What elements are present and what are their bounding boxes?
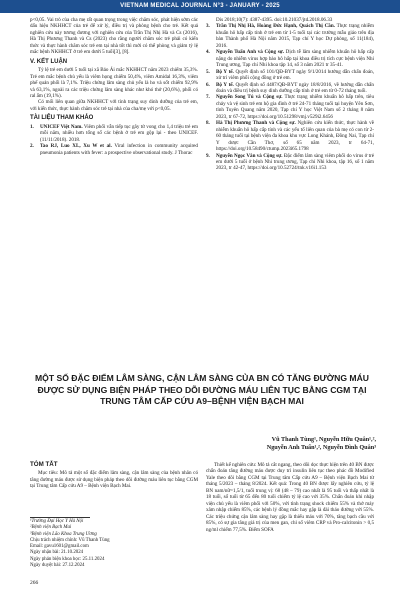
authors-line-2: Nguyễn Anh Tuấn¹,², Nguyễn Đình Quân³ (266, 444, 376, 452)
reference-author: Nguyễn Tuấn Anh và Cộng sự. (216, 49, 285, 56)
reference-number: 2. (30, 143, 34, 150)
article-title: MỘT SỐ ĐẶC ĐIỂM LÂM SÀNG, CẬN LÂM SÀNG CỦA BN CÓ TĂNG ĐƯỜNG MÁU ĐƯỢC SỬ DỤNG BIỆN PHÁP THEO DÕI ĐƯỜNG MÁU LIÊN TỤC BẰNG CGM TẠI TRUNG TÂM CẤP CỨU A9–BỆNH VIỆN BẠCH MAI (34, 373, 369, 406)
footnote-line: Ngày phản biện khoa học: 25.11.2024 (30, 556, 105, 562)
intro-paragraph: p<0,05. Vai trò của cha mẹ rất quan trọng trong việc chăm sóc, phát hiện sớm các dấu hiệu NKHHCT của trẻ để xử lý, điều trị và phòng bệnh cho trẻ. Kết quả nghiên cứu này tương đương với nghiên cứu của Trần Thị Nhị Hà và Cs (2016), Hà Thị Phương Thanh và Cs (2023) cho rằng người chăm sóc trẻ phải có kiến thức và thực hành chăm sóc trẻ em tại nhà tốt thì mới có thể phòng và giảm tỷ lệ mắc bệnh NKHHCT ở trẻ em dưới 5 tuổi[3], [8]. (30, 17, 198, 56)
reference-item (30, 143, 198, 156)
reference-author: Bộ Y tế. (216, 68, 234, 75)
footnote-line: ¹Trường Đại Học Y Hà Nội (30, 519, 84, 524)
reference-number: 9. (206, 152, 210, 159)
abstract-right-column (206, 462, 374, 533)
reference-text (40, 124, 198, 143)
article-authors (180, 436, 376, 452)
reference-number: 6. (206, 81, 210, 88)
reference-author: Nguyễn Ngọc Vân và Cộng sự. (216, 152, 283, 159)
reference-number: 8. (206, 120, 210, 127)
page-number: 266 (30, 580, 39, 586)
reference-list-right (206, 17, 374, 172)
journal-header (0, 0, 400, 13)
reference-text (216, 49, 374, 68)
reference-item (206, 23, 374, 49)
reference-item (206, 82, 374, 95)
conclusion-paragraph-1: Tỷ lệ trẻ em dưới 5 tuổi tại xã Bảo Ái mắc NKHHCT năm 2023 chiếm 35,3%. Trẻ em mắc bệnh chủ yếu là viêm họng chiếm 50,4%, viêm Amidal 16,3%, viêm phế quản phổi là 7,1%. Triệu chứng lâm sàng chủ yếu là ho và sốt chiếm 92,9% và 63,1%, ngoài ra các triệu chứng lâm sàng khác như khó thở (20,6%), phổi có ral ẩm (19,1%). (30, 67, 198, 99)
reference-item (206, 49, 374, 68)
reference-number: 3. (206, 23, 210, 30)
reference-author: Bộ Y tế. (216, 81, 234, 88)
reference-body: Viêm phổi vẫn tiếp tục gây tử vong cho 1,4 triệu trẻ em mỗi năm, nhiều hơn tổng số các bệnh ở trẻ em gộp lại - theo UNICEF. (11/11/2018). 2018. (40, 123, 198, 143)
reference-body: Thực trạng nhiễm khuẩn hô hấp trên, tiêu chảy và vệ sinh trẻ em hộ gia đình ở trẻ 24-71 tháng tuổi tại huyện Yên Sơn, tỉnh Tuyên Quang năm 2020, Tạp chí Y học Việt Nam số 2 tháng 8 năm 2023, tr 67-72, https://doi.org/10.51298/vmj.v529i2.6456 (216, 94, 374, 120)
reference-number: 7. (206, 94, 210, 101)
reference-body: Thực trạng nhiễm khuẩn hô hấp cấp tính ở trẻ em từ 1-5 tuổi tại các trường mẫu giáo trên địa bàn Thành phố Hà Nội năm 2015, Tạp chí Y học Dự phòng, số 11(184), 2016. (216, 23, 374, 49)
reference-body: Quyết định số 4487/QĐ-BYT ngày 18/8/2016, về hướng dẫn chẩn đoán và điều trị bệnh suy dinh dưỡng cấp tính ở trẻ em từ 0-72 tháng tuổi. (216, 81, 374, 94)
footnote-line: ³Bệnh viện Lão Khoa Trung Ương (30, 531, 97, 537)
reference-text (216, 23, 374, 49)
reference-item (206, 120, 374, 152)
conclusion-heading: V. KẾT LUẬN (30, 58, 68, 65)
reference-item (30, 124, 198, 143)
reference-body: Đặc điểm lâm sàng viêm phổi do virus ở trẻ em dưới 5 tuổi ở bệnh Nhi trung ương, Tạp chí Nhi khoa, tập 16, số 1 năm 2023, tr 42-47, https://doi.org/10.52724/tnk.v16i1.153 (216, 152, 375, 172)
reference-text (216, 82, 374, 95)
reference-body: Viral infection in community acquired pneumonia patients with fever: a prospective observational study. J Thorac (40, 143, 198, 156)
reference-text (216, 94, 374, 120)
reference-number: 1. (30, 123, 34, 130)
footnote-line: Email: gavu1601@gmail.com (30, 544, 89, 550)
footnote-line: Chịu trách nhiệm chính: Vũ Thanh Tùng (30, 537, 110, 543)
reference-body: Nghiên cứu kiến thức, thực hành về nhiễm khuẩn hô hấp cấp tính và các yếu tố liên quan của bà mẹ có con từ 2-60 tháng tuổi tại bệnh viện đa khoa khu vực Long Khánh, Đồng Nai, Tạp chí Y dược Cần Thơ, số 65 năm 2023, tr 64-71, https://doi.org/10.58490/ctump.2023i65.1798 (216, 120, 374, 153)
reference-list-left (30, 124, 198, 156)
reference-item (206, 69, 374, 82)
footnotes (30, 519, 198, 569)
reference-author: Trần Thị Nhị Hà, Hoàng Đức Hạnh, Quách Thị Cần. (216, 23, 335, 30)
reference-body: Dis 2018;10(7): 4387-4395. doi:10.21037/jtd.2018.06.33 (216, 17, 333, 23)
reference-author: Tao RJ, Luo XL, Xu W et al. (40, 143, 112, 150)
footnote-line: Ngày duyệt bài: 27.12.2024 (30, 563, 85, 569)
reference-body: Dịch tễ lâm sàng nhiễm khuẩn hô hấp cấp nặng do nhiễm virus hợp bào hô hấp tại khoa điều trị tích cực bệnh viện Nhi Trung ương, Tạp chí Nhi khoa tập 14, số 3 năm 2021 tr 35-41. (216, 49, 374, 69)
reference-item (206, 153, 374, 172)
reference-text (40, 143, 198, 156)
left-column (30, 17, 198, 156)
footnote-line: ²Bệnh viện Bạch Mai (30, 525, 72, 531)
reference-author: Hà Thị Phương Thanh và Cộng sự. (216, 120, 296, 127)
references-heading: TÀI LIỆU THAM KHẢO (30, 115, 94, 122)
abstract-objective: Mục tiêu: Mô tả một số đặc điểm lâm sàng, cận lâm sàng của bệnh nhân có tăng đường máu được sử dụng biện pháp theo dõi đường máu liên tục bằng CGM tại Trung tâm Cấp cứu A9 – Bệnh viện Bạch Mai. (30, 470, 198, 490)
conclusion-paragraph-2: Có mối liên quan giữa NKHHCT với tình trạng suy dinh dưỡng của trẻ em, với kiến thức, thực hành chăm sóc trẻ tại nhà của cha/mẹ với p<0,05. (30, 99, 198, 112)
abstract-left-column (30, 462, 198, 490)
reference-text (216, 153, 374, 172)
reference-text (216, 69, 374, 82)
footnote-line: Ngày nhận bài: 21.10.2024 (30, 550, 84, 556)
reference-author: Nguyễn Song Tú và Cộng sự. (216, 94, 283, 101)
footnote-divider (30, 517, 90, 518)
reference-author: UNICEF Việt Nam. (40, 123, 83, 130)
journal-header-text: VIETNAM MEDICAL JOURNAL N°3 - JANUARY - 2025 (120, 3, 280, 9)
reference-number: 4. (206, 49, 210, 56)
reference-text (216, 120, 374, 152)
reference-number: 5. (206, 68, 210, 75)
abstract-design-results: Thiết kế nghiên cứu: Mô tả cắt ngang, theo dõi dọc thực hiện trên 40 BN được chẩn đoán tăng đường máu được duy trì insulin liên tục theo phác đồ Modified Yale theo dõi bằng CGM tại Trung tâm Cấp cứu A9 – Bệnh viện Bạch Mai từ tháng 5/2023 – tháng 8/2024. Kết quả: Trong 40 BN được lấy nghiên cứu, tỷ lệ BN nam/nữ=1,5/1, tuổi trung vị: 68 (48 – 79) cao nhất là 95 tuổi và thấp nhất là 18 tuổi, số tuổi từ 65 đến 80 tuổi chiếm tỷ lệ cao với 35%. Chẩn đoán khi nhập viện chủ yếu là viêm phổi với 50%, với tình trạng shock chiếm 55% và thở máy xâm nhập chiếm 85%, các bệnh lý đồng mắc hay gặp là đái tháo đường với 55%. Các triệu chứng cận lâm sàng hay gặp là thiếu máu với 70%, tăng bạch cầu với 85%, có sự gia tăng giá trị của men gan, chỉ số viêm CRP và Pro-calcitonin > 0,5 ng/ml chiếm 77,5%. Điểm SOFA (206, 462, 374, 533)
abstract-heading: TÓM TẮT (30, 461, 58, 468)
reference-body: Quyết định số 101/QĐ-BYT ngày 9/1/2014 hướng dẫn chẩn đoán, xử trí viêm phổi cộng đồng ở trẻ em. (216, 68, 374, 82)
right-column (206, 17, 374, 172)
authors-line-1: Vũ Thanh Tùng¹, Nguyễn Hữu Quân¹,², (271, 436, 376, 443)
reference-item (206, 94, 374, 120)
